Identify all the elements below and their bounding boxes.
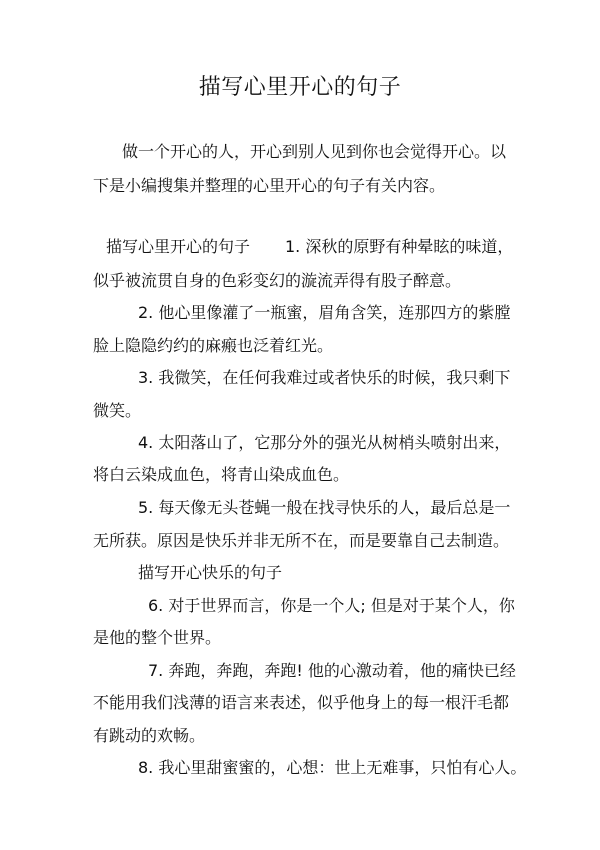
item-3-line-1: 3. 我微笑，在任何我难过或者快乐的时候，我只剩下 xyxy=(138,368,511,387)
item-1-line-2: 似乎被流贯自身的色彩变幻的漩流弄得有股子醉意。 xyxy=(93,271,462,290)
item-2-line-1: 2. 他心里像灌了一瓶蜜，眉角含笑，连那四方的紫膛 xyxy=(138,303,511,322)
section-heading-2: 描写开心快乐的句子 xyxy=(138,563,283,582)
item-3-line-2: 微笑。 xyxy=(93,401,142,420)
item-7-line-1: 7. 奔跑，奔跑，奔跑! 他的心激动着，他的痛快已经 xyxy=(148,661,516,680)
item-4-line-2: 将白云染成血色，将青山染成血色。 xyxy=(93,465,350,484)
item-7-line-3: 有跳动的欢畅。 xyxy=(93,726,206,745)
item-1-line-1: 1. 深秋的原野有种晕眩的味道， xyxy=(285,237,514,256)
item-7-line-2: 不能用我们浅薄的语言来表述，似乎他身上的每一根汗毛都 xyxy=(93,693,510,712)
item-5-line-1: 5. 每天像无头苍蝇一般在找寻快乐的人，最后总是一 xyxy=(138,498,511,517)
item-5-line-2: 无所获。原因是快乐并非无所不在，而是要靠自己去制造。 xyxy=(93,531,510,550)
item-2-line-2: 脸上隐隐约约的麻瘢也泛着红光。 xyxy=(93,336,334,355)
item-8-line-1: 8. 我心里甜蜜蜜的，心想：世上无难事，只怕有心人。 xyxy=(138,758,527,777)
item-6-line-1: 6. 对于世界而言，你是一个人; 但是对于某个人，你 xyxy=(148,596,515,615)
item-6-line-2: 是他的整个世界。 xyxy=(93,628,222,647)
section-heading-1: 描写心里开心的句子 xyxy=(106,237,251,256)
intro-line-2: 下是小编搜集并整理的心里开心的句子有关内容。 xyxy=(93,176,446,195)
intro-line-1: 做一个开心的人，开心到别人见到你也会觉得开心。以 xyxy=(122,142,507,161)
page-title: 描写心里开心的句子 xyxy=(198,75,402,100)
item-4-line-1: 4. 太阳落山了，它那分外的强光从树梢头喷射出来， xyxy=(138,433,511,452)
